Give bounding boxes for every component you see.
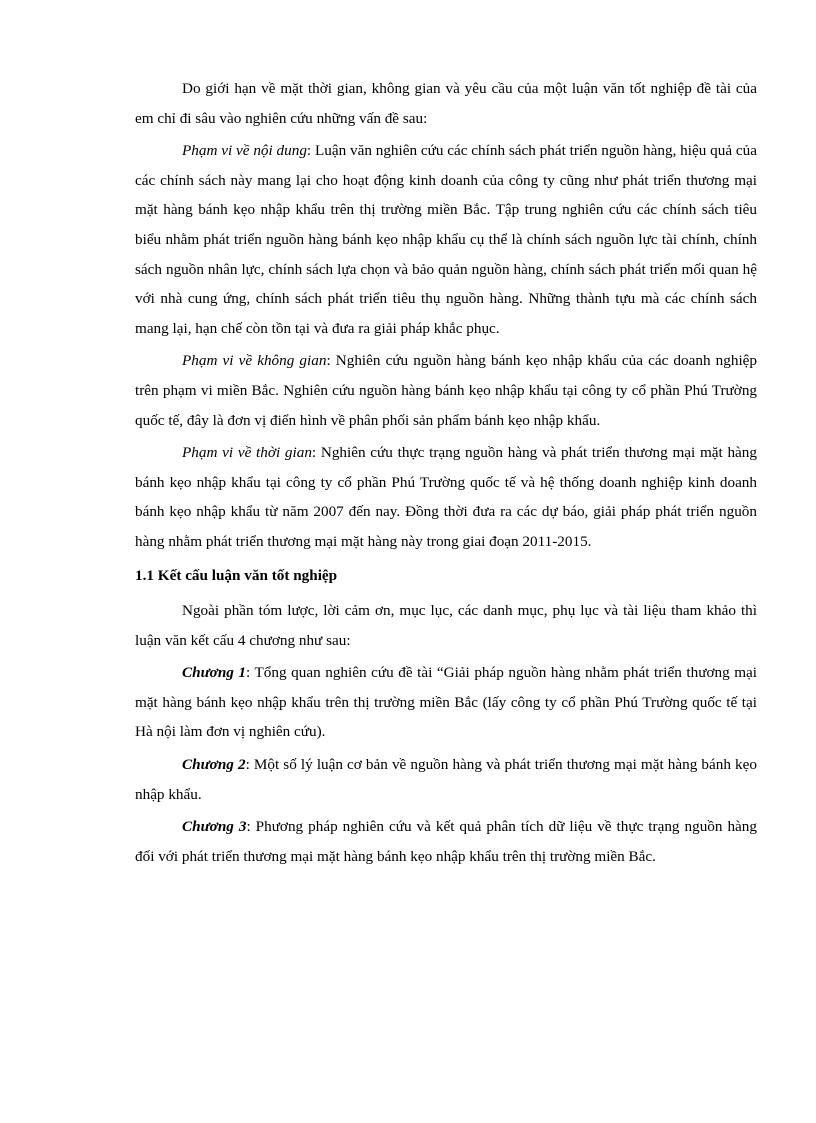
chapter-1-paragraph: [135, 658, 757, 747]
scope-content-label: Phạm vi về nội dung: [182, 142, 307, 160]
chapter-1-label: Chương 1: [182, 664, 247, 682]
scope-space-paragraph: [135, 346, 757, 435]
chapter-2-label: Chương 2: [182, 756, 246, 774]
scope-space-text: : Nghiên cứu nguồn hàng bánh kẹo nhập khẩu của các doanh nghiệp trên phạm vi miền Bắc. Nghiên cứu nguồn hàng bánh kẹo nhập khẩu tại công ty cổ phần Phú Trường quốc tế, đây là đơn vị điển hình về phân phối sản phẩm bánh kẹo nhập khẩu.: [135, 352, 757, 429]
chapter-3-label: Chương 3: [182, 818, 247, 836]
structure-intro-text: Ngoài phần tóm lược, lời cảm ơn, mục lục, các danh mục, phụ lục và tài liệu tham khảo thì luận văn kết cấu 4 chương như sau:: [135, 602, 757, 649]
chapter-3-paragraph: [135, 812, 757, 871]
scope-space-label: Phạm vi về không gian: [182, 352, 327, 370]
scope-content-text: : Luận văn nghiên cứu các chính sách phát triển nguồn hàng, hiệu quả của các chính sách này mang lại cho hoạt động kinh doanh của công ty cũng như phát triển thương mại mặt hàng bánh kẹo nhập khẩu trên thị trường miền Bắc. Tập trung nghiên cứu các chính sách tiêu biểu nhằm phát triển nguồn hàng bánh kẹo nhập khẩu cụ thể là chính sách nguồn lực tài chính, chính sách nguồn nhân lực, chính sách lựa chọn và bảo quản nguồn hàng, chính sách phát triển mối quan hệ với nhà cung ứng, chính sách phát triển tiêu thụ nguồn hàng. Những thành tựu mà các chính sách mang lại, hạn chế còn tồn tại và đưa ra giải pháp khắc phục.: [135, 142, 757, 337]
scope-time-text: : Nghiên cứu thực trạng nguồn hàng và phát triển thương mại mặt hàng bánh kẹo nhập khẩu tại công ty cổ phần Phú Trường quốc tế và hệ thống doanh nghiệp kinh doanh bánh kẹo nhập khẩu từ năm 2007 đến nay. Đồng thời đưa ra các dự báo, giải pháp phát triển nguồn hàng nhằm phát triển thương mại mặt hàng này trong giai đoạn 2011-2015.: [135, 444, 757, 550]
chapter-3-text: : Phương pháp nghiên cứu và kết quả phân tích dữ liệu về thực trạng nguồn hàng đối với phát triển thương mại mặt hàng bánh kẹo nhập khẩu trên thị trường miền Bắc.: [135, 818, 757, 865]
scope-time-paragraph: [135, 438, 757, 556]
intro-paragraph: [135, 74, 757, 133]
section-heading: 1.1 Kết cấu luận văn tốt nghiệp: [135, 566, 338, 584]
structure-intro-paragraph: [135, 596, 757, 655]
chapter-2-text: : Một số lý luận cơ bản về nguồn hàng và phát triển thương mại mặt hàng bánh kẹo nhập khẩu.: [135, 756, 757, 803]
chapter-1-text: : Tổng quan nghiên cứu đề tài “Giải pháp nguồn hàng nhằm phát triển thương mại mặt hàng bánh kẹo nhập khẩu trên thị trường miền Bắc (lấy công ty cổ phần Phú Trường quốc tế tại Hà nội làm đơn vị nghiên cứu).: [135, 664, 757, 741]
intro-text: Do giới hạn về mặt thời gian, không gian và yêu cầu của một luận văn tốt nghiệp đề tài của em chỉ đi sâu vào nghiên cứu những vấn đề sau:: [135, 80, 757, 127]
scope-time-label: Phạm vi về thời gian: [182, 444, 312, 462]
document-page: [135, 74, 757, 874]
chapter-2-paragraph: [135, 750, 757, 809]
scope-content-paragraph: [135, 136, 757, 343]
